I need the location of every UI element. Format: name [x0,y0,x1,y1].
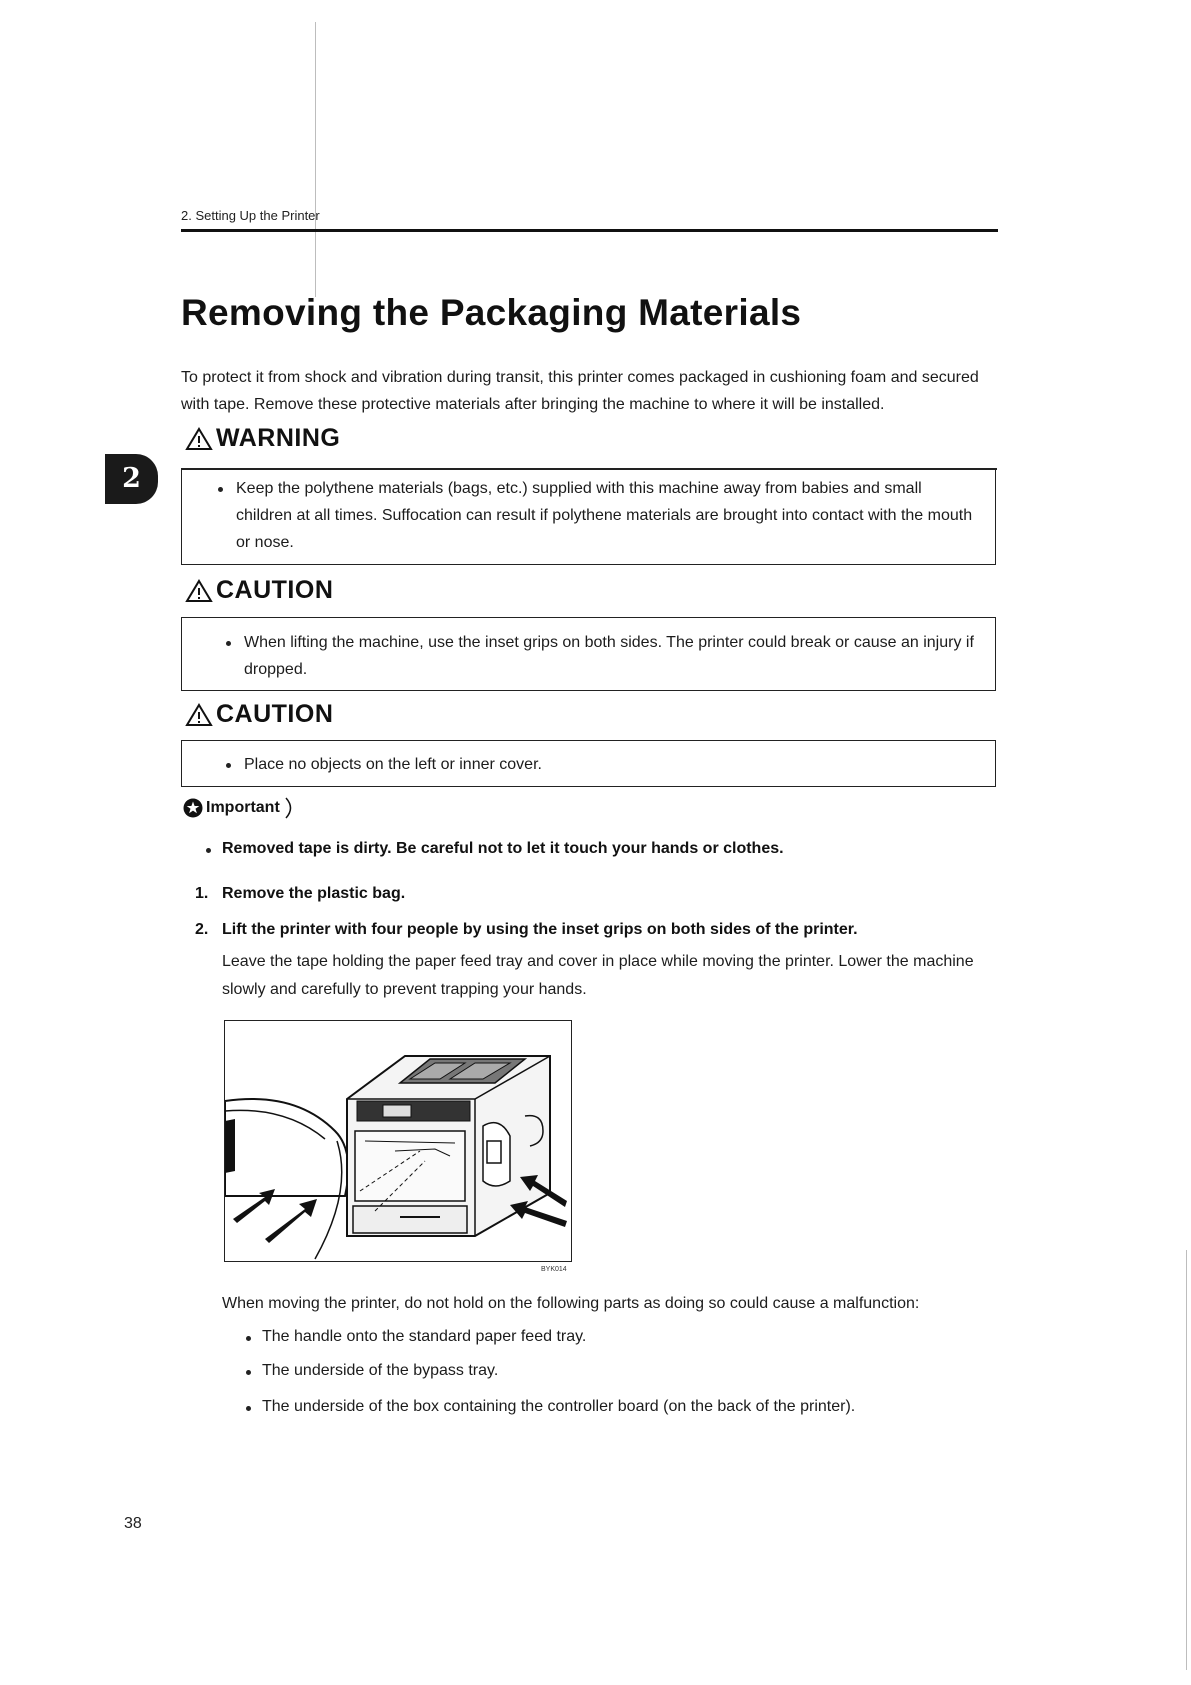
moving-item-text: The underside of the bypass tray. [262,1362,499,1379]
warning-heading [185,424,340,453]
step-detail: Leave the tape holding the paper feed tray and cover in place while moving the printer. Lower the machine slowly and carefully to prevent trapping your hands. [222,953,974,998]
bullet-icon [246,1336,251,1341]
step-number: 2. [195,921,209,938]
list-item [222,840,1002,858]
closing-bracket-icon [284,797,296,819]
figure-code: BYK014 [541,1266,567,1273]
warning-label: WARNING [216,424,341,452]
bullet-icon [246,1406,251,1411]
important-star-icon [183,798,203,818]
list-item [262,1398,855,1416]
running-header: 2. Setting Up the Printer [181,208,320,223]
caution-box [181,740,996,787]
step-text: Remove the plastic bag. [222,885,406,902]
warning-item-text: Keep the polythene materials (bags, etc.) supplied with this machine away from babies and small children at all times. Suffocation can result if polythene materials are brought into contact with the mouth or nose. [236,480,973,551]
moving-item-text: The handle onto the standard paper feed tray. [262,1328,587,1345]
moving-item-text: The underside of the box containing the controller board (on the back of the printer). [262,1398,856,1415]
list-item [244,629,979,683]
step-text: Lift the printer with four people by using the inset grips on both sides of the printer. [222,921,858,938]
bullet-icon [226,641,231,646]
list-item [236,475,978,556]
scan-artifact-line [1186,1250,1187,1670]
bullet-icon [246,1370,251,1375]
scan-artifact-line [315,22,316,297]
caution-label: CAUTION [216,700,334,728]
intro-paragraph: To protect it from shock and vibration during transit, this printer comes packaged in cushioning foam and secured with tape. Remove these protective materials after bringing the machine to where it will be installed. [181,369,979,413]
list-item [262,1362,498,1380]
list-item [244,751,979,778]
caution-heading [185,700,333,729]
printer-lifting-illustration [224,1020,572,1262]
caution-label: CAUTION [216,576,334,604]
important-text: Important [206,799,280,816]
important-label [183,796,296,820]
warning-triangle-icon [185,579,213,603]
caution-item-text: Place no objects on the left or inner cover. [244,756,542,773]
chapter-tab: 2 [105,454,158,504]
warning-box-top-rule [182,468,997,470]
page-number: 38 [124,1515,142,1532]
bullet-icon [226,763,231,768]
caution-box [181,617,996,691]
caution-item-text: When lifting the machine, use the inset grips on both sides. The printer could break or cause an injury if dropped. [244,634,974,678]
important-item-text: Removed tape is dirty. Be careful not to let it touch your hands or clothes. [222,840,784,857]
warning-box [181,468,996,565]
warning-triangle-icon [185,427,213,451]
page-title: Removing the Packaging Materials [181,292,802,333]
bullet-icon [206,848,211,853]
bullet-icon [218,487,223,492]
step-number: 1. [195,885,209,902]
list-item [262,1328,586,1346]
moving-note: When moving the printer, do not hold on the following parts as doing so could cause a malfunction: [222,1295,920,1312]
printer-illustration [225,1021,572,1262]
warning-triangle-icon [185,703,213,727]
header-rule [181,229,998,232]
caution-heading [185,576,333,605]
